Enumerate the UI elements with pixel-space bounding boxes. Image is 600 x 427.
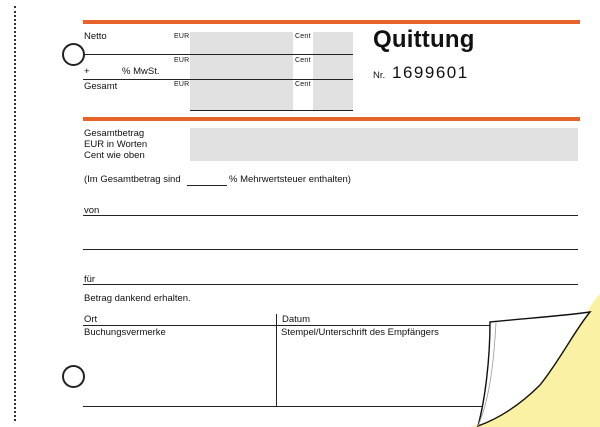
mwst-eur-label: EUR (174, 57, 190, 64)
plus-label: + (84, 66, 90, 77)
netto-cent-label: Cent (295, 33, 311, 40)
mwst-label: % MwSt. (122, 66, 160, 77)
fuer-label: für (84, 274, 96, 285)
vat-note-suffix: % Mehrwertsteuer enthalten) (229, 174, 351, 185)
ort-label: Ort (84, 314, 98, 325)
von-label: von (84, 205, 100, 216)
mwst-cent-label: Cent (295, 57, 311, 64)
eur-in-worten-label: EUR in Worten (84, 139, 148, 150)
gesamt-cent-label: Cent (295, 81, 311, 88)
cent-wie-oben-label: Cent wie oben (84, 150, 145, 161)
netto-label: Netto (84, 31, 107, 42)
netto-eur-label: EUR (174, 33, 190, 40)
vat-note-prefix: (Im Gesamtbetrag sind (84, 174, 181, 185)
gesamt-eur-label: EUR (174, 81, 190, 88)
buchungsvermerke-label: Buchungsvermerke (84, 327, 166, 338)
receipt-title: Quittung (373, 26, 475, 53)
datum-label: Datum (282, 314, 310, 325)
gesamt-label: Gesamt (84, 81, 118, 92)
stempel-label: Stempel/Unterschrift des Empfängers (281, 327, 439, 338)
betrag-dankend-label: Betrag dankend erhalten. (84, 293, 191, 304)
gesamtbetrag-label: Gesamtbetrag (84, 128, 145, 139)
receipt-number: 1699601 (392, 63, 469, 82)
number-label: Nr. (373, 70, 386, 81)
